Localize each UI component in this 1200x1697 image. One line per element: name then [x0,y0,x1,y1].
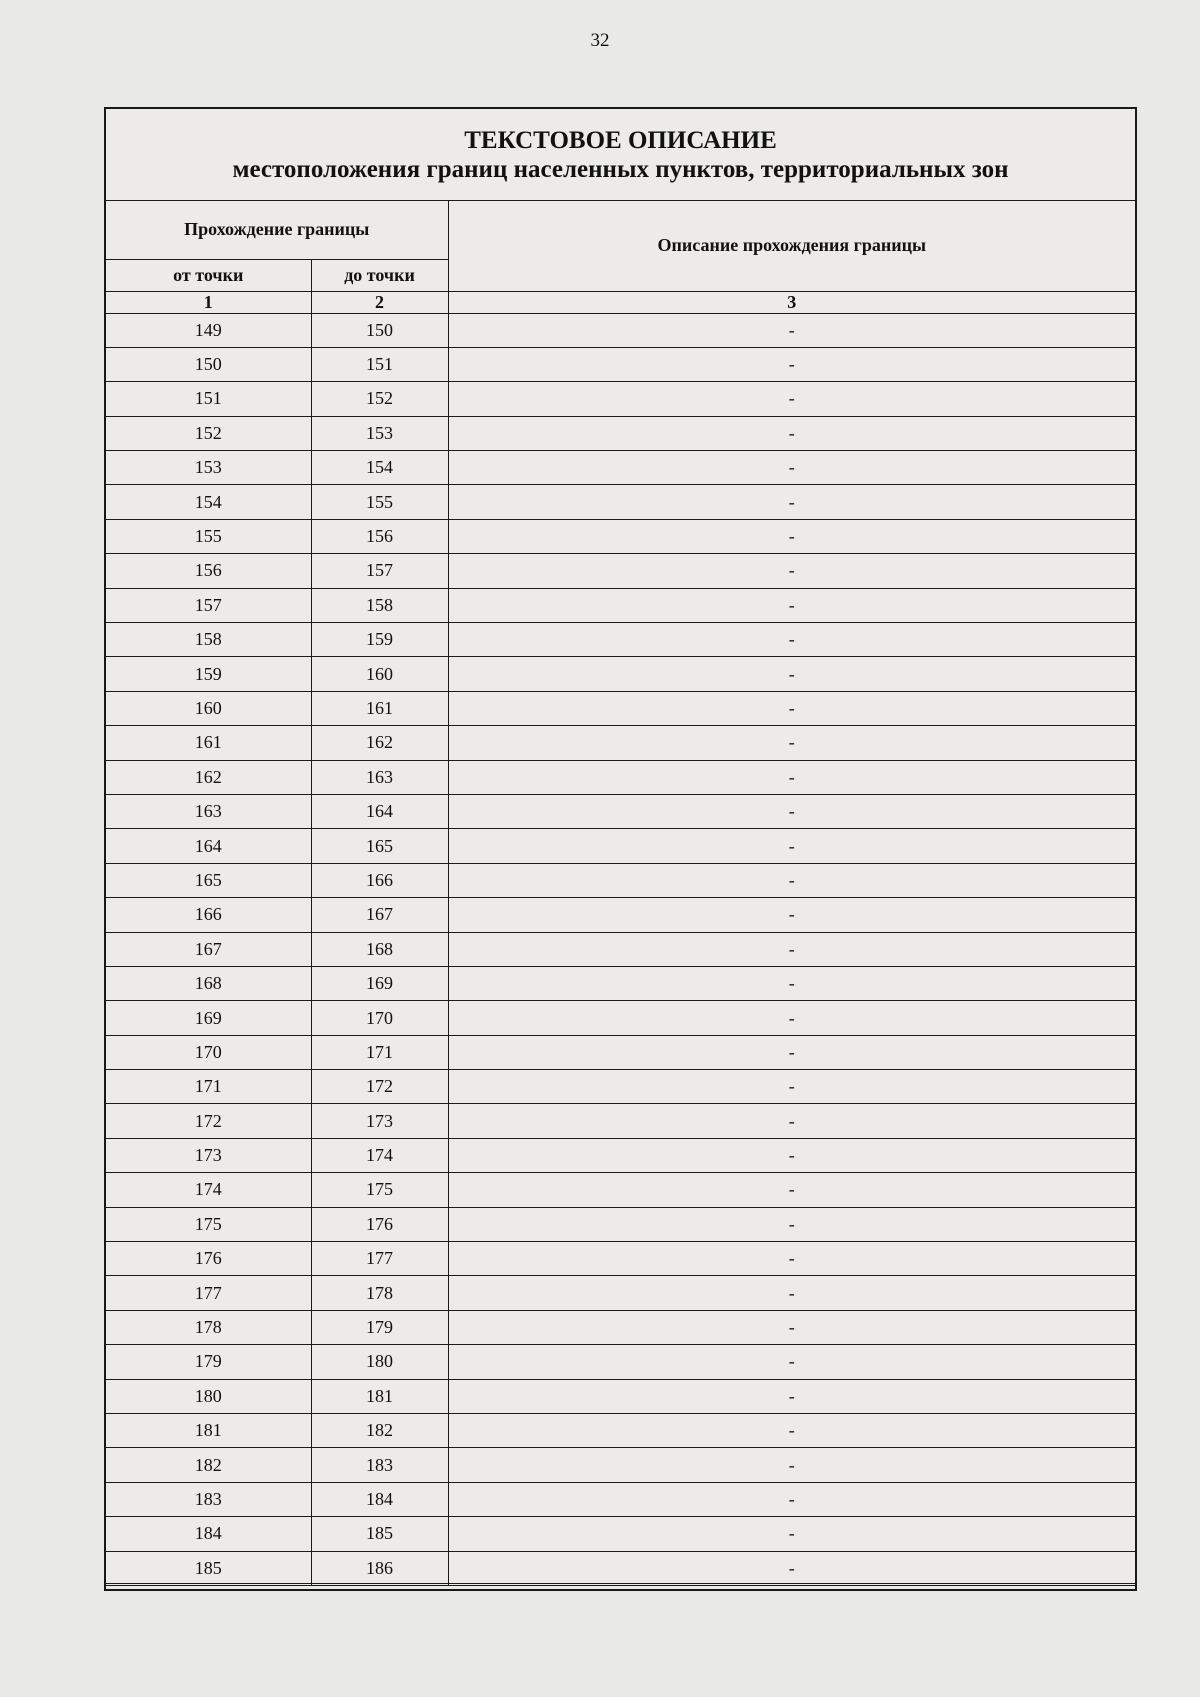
description-cell: - [448,932,1135,966]
from-point-cell: 160 [106,691,311,725]
from-point-cell: 180 [106,1379,311,1413]
to-point-cell: 156 [311,519,448,553]
description-cell: - [448,760,1135,794]
from-point-cell: 162 [106,760,311,794]
to-point-cell: 151 [311,347,448,381]
description-cell: - [448,588,1135,622]
description-cell: - [448,313,1135,347]
to-point-cell: 169 [311,966,448,1000]
table-row [106,1001,1135,1035]
description-cell: - [448,1482,1135,1516]
from-point-cell: 185 [106,1551,311,1585]
to-point-cell: 161 [311,691,448,725]
header-boundary-passage: Прохождение границы [106,201,448,259]
table-row [106,1345,1135,1379]
to-point-cell: 182 [311,1414,448,1448]
table-row [106,932,1135,966]
to-point-cell: 153 [311,416,448,450]
from-point-cell: 179 [106,1345,311,1379]
description-cell: - [448,1345,1135,1379]
table-row [106,451,1135,485]
table-row [106,1379,1135,1413]
from-point-cell: 168 [106,966,311,1000]
description-cell: - [448,1035,1135,1069]
from-point-cell: 172 [106,1104,311,1138]
column-number: 1 [106,291,311,313]
table-row [106,794,1135,828]
title-main: ТЕКСТОВОЕ ОПИСАНИЕ [464,127,777,154]
from-point-cell: 174 [106,1173,311,1207]
from-point-cell: 166 [106,898,311,932]
description-cell: - [448,966,1135,1000]
from-point-cell: 154 [106,485,311,519]
table-row [106,313,1135,347]
to-point-cell: 162 [311,726,448,760]
to-point-cell: 150 [311,313,448,347]
from-point-cell: 149 [106,313,311,347]
to-point-cell: 165 [311,829,448,863]
description-cell: - [448,1070,1135,1104]
description-cell: - [448,1276,1135,1310]
description-cell: - [448,554,1135,588]
bottom-rule [106,1583,1135,1584]
column-number: 3 [448,291,1135,313]
table-body [106,313,1135,1585]
description-cell: - [448,519,1135,553]
to-point-cell: 184 [311,1482,448,1516]
description-cell: - [448,794,1135,828]
table-row [106,1242,1135,1276]
description-cell: - [448,1001,1135,1035]
from-point-cell: 151 [106,382,311,416]
table-row [106,1310,1135,1344]
description-cell: - [448,1551,1135,1585]
boundary-description-document [104,107,1137,1591]
description-cell: - [448,1448,1135,1482]
description-cell: - [448,898,1135,932]
from-point-cell: 171 [106,1070,311,1104]
from-point-cell: 167 [106,932,311,966]
description-cell: - [448,347,1135,381]
table-row [106,347,1135,381]
to-point-cell: 152 [311,382,448,416]
to-point-cell: 181 [311,1379,448,1413]
header-from-point: от точки [106,259,311,291]
to-point-cell: 167 [311,898,448,932]
to-point-cell: 164 [311,794,448,828]
to-point-cell: 180 [311,1345,448,1379]
to-point-cell: 186 [311,1551,448,1585]
table-row [106,657,1135,691]
table-row [106,1414,1135,1448]
to-point-cell: 171 [311,1035,448,1069]
description-cell: - [448,726,1135,760]
description-cell: - [448,1138,1135,1172]
description-cell: - [448,1104,1135,1138]
table-row [106,1482,1135,1516]
table-row [106,485,1135,519]
description-cell: - [448,1310,1135,1344]
description-cell: - [448,863,1135,897]
description-cell: - [448,1173,1135,1207]
to-point-cell: 173 [311,1104,448,1138]
from-point-cell: 175 [106,1207,311,1241]
description-cell: - [448,623,1135,657]
to-point-cell: 172 [311,1070,448,1104]
table-row [106,1448,1135,1482]
to-point-cell: 166 [311,863,448,897]
from-point-cell: 177 [106,1276,311,1310]
from-point-cell: 158 [106,623,311,657]
from-point-cell: 184 [106,1517,311,1551]
from-point-cell: 173 [106,1138,311,1172]
table-row [106,829,1135,863]
to-point-cell: 183 [311,1448,448,1482]
table-row [106,1035,1135,1069]
to-point-cell: 177 [311,1242,448,1276]
table-row [106,1276,1135,1310]
from-point-cell: 157 [106,588,311,622]
to-point-cell: 154 [311,451,448,485]
table-row [106,1104,1135,1138]
to-point-cell: 159 [311,623,448,657]
description-cell: - [448,1379,1135,1413]
from-point-cell: 170 [106,1035,311,1069]
from-point-cell: 155 [106,519,311,553]
from-point-cell: 182 [106,1448,311,1482]
to-point-cell: 174 [311,1138,448,1172]
table-row [106,1517,1135,1551]
table-row [106,898,1135,932]
document-title [106,109,1135,201]
table-row [106,691,1135,725]
description-cell: - [448,1242,1135,1276]
header-to-point: до точки [311,259,448,291]
from-point-cell: 159 [106,657,311,691]
to-point-cell: 163 [311,760,448,794]
table-row [106,863,1135,897]
table-row [106,1551,1135,1585]
table-row [106,1207,1135,1241]
description-cell: - [448,657,1135,691]
to-point-cell: 155 [311,485,448,519]
header-description: Описание прохождения границы [448,201,1135,291]
title-subtitle: местоположения границ населенных пунктов, территориальных зон [232,156,1009,183]
table-row [106,554,1135,588]
table-row [106,1070,1135,1104]
table-row [106,966,1135,1000]
to-point-cell: 179 [311,1310,448,1344]
to-point-cell: 160 [311,657,448,691]
to-point-cell: 185 [311,1517,448,1551]
table-row [106,382,1135,416]
to-point-cell: 157 [311,554,448,588]
description-cell: - [448,1517,1135,1551]
table-row [106,519,1135,553]
from-point-cell: 181 [106,1414,311,1448]
from-point-cell: 153 [106,451,311,485]
description-cell: - [448,829,1135,863]
boundary-table [106,201,1135,1586]
description-cell: - [448,1207,1135,1241]
table-row [106,416,1135,450]
table-row [106,760,1135,794]
from-point-cell: 163 [106,794,311,828]
to-point-cell: 158 [311,588,448,622]
table-row [106,1138,1135,1172]
from-point-cell: 169 [106,1001,311,1035]
from-point-cell: 156 [106,554,311,588]
table-row [106,726,1135,760]
description-cell: - [448,416,1135,450]
from-point-cell: 165 [106,863,311,897]
description-cell: - [448,382,1135,416]
to-point-cell: 170 [311,1001,448,1035]
to-point-cell: 168 [311,932,448,966]
from-point-cell: 164 [106,829,311,863]
from-point-cell: 150 [106,347,311,381]
table-row [106,623,1135,657]
from-point-cell: 178 [106,1310,311,1344]
from-point-cell: 183 [106,1482,311,1516]
from-point-cell: 161 [106,726,311,760]
description-cell: - [448,485,1135,519]
page-number: 32 [590,30,610,51]
to-point-cell: 175 [311,1173,448,1207]
from-point-cell: 152 [106,416,311,450]
table-row [106,1173,1135,1207]
to-point-cell: 176 [311,1207,448,1241]
from-point-cell: 176 [106,1242,311,1276]
description-cell: - [448,691,1135,725]
to-point-cell: 178 [311,1276,448,1310]
table-row [106,588,1135,622]
description-cell: - [448,451,1135,485]
description-cell: - [448,1414,1135,1448]
column-number: 2 [311,291,448,313]
